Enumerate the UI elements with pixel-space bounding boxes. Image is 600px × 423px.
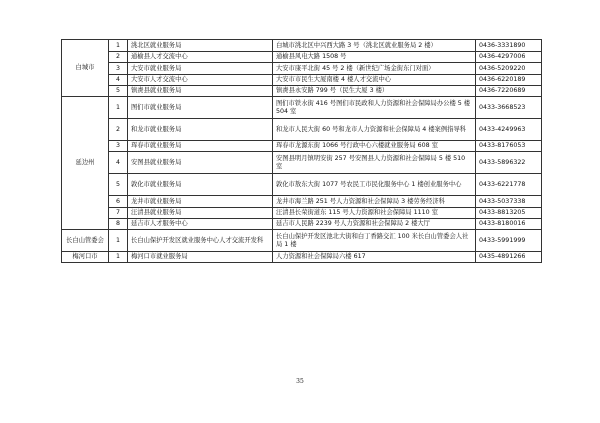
phone-cell: 0436-4297006 — [476, 52, 542, 63]
index-cell: 8 — [109, 219, 128, 230]
organization-cell: 和龙市就业服务局 — [128, 119, 273, 141]
table-row — [62, 97, 542, 119]
phone-cell: 0435-4891266 — [476, 252, 542, 263]
table-row — [62, 40, 542, 52]
organization-cell: 珲春市就业服务局 — [128, 141, 273, 152]
index-cell: 3 — [109, 141, 128, 152]
organization-cell: 大安市就业服务局 — [128, 63, 273, 75]
table-row — [62, 63, 542, 75]
organization-cell: 延吉市人才服务中心 — [128, 219, 273, 230]
organization-cell: 大安市人才交流中心 — [128, 75, 273, 86]
phone-cell: 0433-6221778 — [476, 174, 542, 196]
region-cell: 长白山管委会 — [62, 230, 109, 252]
page-number: 35 — [296, 378, 304, 385]
index-cell: 5 — [109, 174, 128, 196]
phone-cell: 0433-3668523 — [476, 97, 542, 119]
address-cell: 龙井市海兰路 251 号人力资源和社会保障局 3 楼劳务经济科 — [273, 196, 476, 208]
address-cell: 大安市市民生大厦南楼 4 楼人才交流中心 — [273, 75, 476, 86]
organization-cell: 洮北区就业服务局 — [128, 40, 273, 52]
index-cell: 7 — [109, 208, 128, 219]
phone-cell: 0436-6220189 — [476, 75, 542, 86]
address-cell: 图们市铁水街 416 号图们市民政和人力资源和社会保障局办公楼 5 楼 504 室 — [273, 97, 476, 119]
organization-cell: 长白山保护开发区就业服务中心人才交流开发科 — [128, 230, 273, 252]
table-row — [62, 196, 542, 208]
organization-cell: 图们市就业服务局 — [128, 97, 273, 119]
table-row — [62, 230, 542, 252]
organization-cell: 汪清县就业服务局 — [128, 208, 273, 219]
table-row — [62, 208, 542, 219]
address-cell: 珲春市龙源东街 1066 号行政中心六楼就业服务局 608 室 — [273, 141, 476, 152]
address-cell: 通榆县风电大路 1508 号 — [273, 52, 476, 63]
index-cell: 4 — [109, 152, 128, 174]
index-cell: 5 — [109, 86, 128, 97]
organization-cell: 敦化市就业服务局 — [128, 174, 273, 196]
address-cell: 白城市洮北区中兴西大路 3 号（洮北区就业服务局 2 楼） — [273, 40, 476, 52]
index-cell: 1 — [109, 230, 128, 252]
phone-cell: 0433-5991999 — [476, 230, 542, 252]
index-cell: 2 — [109, 119, 128, 141]
table-row — [62, 86, 542, 97]
table-row — [62, 174, 542, 196]
index-cell: 1 — [109, 97, 128, 119]
table-row — [62, 219, 542, 230]
phone-cell: 0436-5209220 — [476, 63, 542, 75]
table-row — [62, 141, 542, 152]
phone-cell: 0433-5896322 — [476, 152, 542, 174]
phone-cell: 0436-7220689 — [476, 86, 542, 97]
organization-cell: 镇赉县就业服务局 — [128, 86, 273, 97]
phone-cell: 0433-8180016 — [476, 219, 542, 230]
address-cell: 汪清县长荣街道东 115 号人力资源和社会保障局 1110 室 — [273, 208, 476, 219]
address-cell: 敦化市敖东大街 1077 号农民工市民化服务中心 1 楼创业服务中心 — [273, 174, 476, 196]
service-directory-table — [61, 39, 542, 263]
address-cell: 安图县明月镇明安街 257 号安图县人力资源和社会保障局 5 楼 510 室 — [273, 152, 476, 174]
index-cell: 2 — [109, 52, 128, 63]
phone-cell: 0433-8813205 — [476, 208, 542, 219]
index-cell: 6 — [109, 196, 128, 208]
table-row — [62, 52, 542, 63]
phone-cell: 0433-5037338 — [476, 196, 542, 208]
index-cell: 3 — [109, 63, 128, 75]
organization-cell: 通榆县人才交流中心 — [128, 52, 273, 63]
address-cell: 镇赉县永安路 799 号（民生大厦 3 楼） — [273, 86, 476, 97]
organization-cell: 龙井市就业服务局 — [128, 196, 273, 208]
table-row — [62, 75, 542, 86]
address-cell: 人力资源和社会保障局六楼 617 — [273, 252, 476, 263]
address-cell: 长白山保护开发区池北大街和白丁香路交汇 100 米长白山管委会人社局 1 楼 — [273, 230, 476, 252]
index-cell: 4 — [109, 75, 128, 86]
address-cell: 和龙市人民大街 60 号和龙市人力资源和社会保障局 4 楼案例指导科 — [273, 119, 476, 141]
phone-cell: 0436-3331890 — [476, 40, 542, 52]
phone-cell: 0433-4249963 — [476, 119, 542, 141]
organization-cell: 梅河口市就业服务局 — [128, 252, 273, 263]
index-cell: 1 — [109, 40, 128, 52]
region-cell: 白城市 — [62, 40, 109, 97]
organization-cell: 安图县就业服务局 — [128, 152, 273, 174]
region-cell: 延边州 — [62, 97, 109, 230]
region-cell: 梅河口市 — [62, 252, 109, 263]
phone-cell: 0433-8176053 — [476, 141, 542, 152]
address-cell: 延吉市人民路 2239 号人力资源和社会保障局 2 楼大厅 — [273, 219, 476, 230]
index-cell: 1 — [109, 252, 128, 263]
table-row — [62, 152, 542, 174]
table-row — [62, 119, 542, 141]
table-row — [62, 252, 542, 263]
address-cell: 大安市康平北街 45 号 2 楼（新世纪广场金街东门对面） — [273, 63, 476, 75]
